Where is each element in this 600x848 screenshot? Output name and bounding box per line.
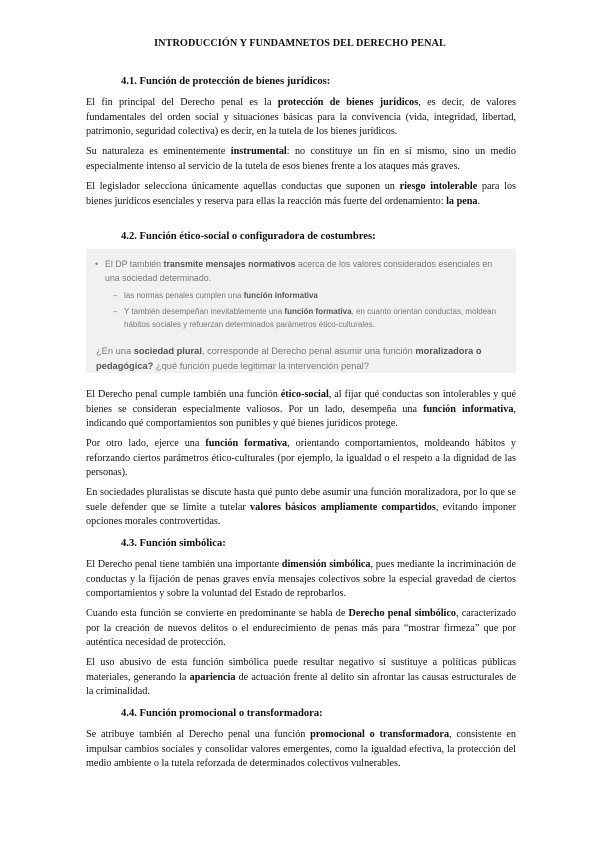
section-4-2-paragraph-3: En sociedades pluralistas se discute hasta qué punto debe asumir una función moralizadora, por lo que se suele defender que se limite a tutelar valores básicos ampliamente compartidos, evitando imponer opciones morales controvertidas. [86,487,516,527]
section-4-3-paragraph-2: Cuando esta función se convierte en predominante se habla de Derecho penal simbólico, caracterizado por la creación de nuevos delitos o el endurecimiento de penas más para “mostrar firmeza” que por auténtica necesidad de protección. [86,608,516,648]
bullet-icon: • [95,259,99,269]
slide-bullet: • El DP también transmite mensajes normativos acerca de los valores considerados esenciales en una sociedad determinado. [95,259,493,283]
section-4-4-paragraph-1: Se atribuye también al Derecho penal una función promocional o transformadora, consistente en impulsar cambios sociales y consolidar valores emergentes, como la igualdad efectiva, la protección del medio ambiente o la tutela reforzada de determinados colectivos vulnerables. [86,729,516,769]
section-4-1-heading: 4.1. Función de protección de bienes jurídicos: [121,76,331,87]
section-4-1-paragraph-1: El fin principal del Derecho penal es la protección de bienes jurídicos, es decir, de valores fundamentales del orden social y situaciones básicas para la convivencia (vida, integridad, libertad, patrimonio, seguridad colectiva) es decir, en la tutela de los bienes jurídicos. [86,97,516,137]
section-4-3-heading: 4.3. Función simbólica: [121,538,226,549]
section-4-1-paragraph-2: Su naturaleza es eminentemente instrumental: no constituye un fin en sí mismo, sino un medio especialmente intenso al servicio de la tutela de esos bienes frente a los ataques más graves. [86,146,516,172]
document-title: INTRODUCCIÓN Y FUNDAMNETOS DEL DERECHO PENAL [154,38,446,49]
section-4-2-paragraph-1: El Derecho penal cumple también una función ético-social, al fijar qué conductas son intolerables y qué bienes se consideran especialmente valiosos. Por un lado, desempeña una función informativa, indicando qué comportamientos son punibles y qué bienes jurídicos protege. [86,389,516,429]
section-4-2-paragraph-2: Por otro lado, ejerce una función formativa, orientando comportamientos, moldeando hábitos y reforzando ciertos parámetros ético-culturales (por ejemplo, la igualdad o el respeto a la dignidad de las personas). [86,438,516,478]
section-4-4-heading: 4.4. Función promocional o transformadora: [121,708,323,719]
section-4-3-paragraph-3: El uso abusivo de esta función simbólica puede resultar negativo si sustituye a políticas públicas materiales, generando la apariencia de actuación frente al delito sin afrontar las causas estructurales de la criminalidad. [86,657,516,697]
dash-icon: – [113,291,118,300]
slide-excerpt [86,249,516,373]
dash-icon: – [113,307,118,316]
section-4-2-heading: 4.2. Función ético-social o configuradora de costumbres: [121,231,376,242]
slide-subitem-1: – las normas penales cumplen una función informativa [113,291,318,300]
section-4-1-paragraph-3: El legislador selecciona únicamente aquellas conductas que suponen un riesgo intolerable para los bienes jurídicos esenciales y reserva para ellas la reacción más fuerte del ordenamiento: la pena. [86,181,517,207]
section-4-3-paragraph-1: El Derecho penal tiene también una importante dimensión simbólica, pues mediante la incriminación de conductas y la fijación de penas graves envía mensajes colectivos sobre la especial gravedad de ciertos comportamientos y sobre la voluntad del Estado de reprobarlos. [86,559,516,599]
slide-subitem-2: – Y también desempeñan inevitablemente una función formativa, en cuanto orientan conductas, moldean hábitos sociales y refuerzan determinados parámetros ético-culturales. [113,307,497,329]
slide-question: ¿En una sociedad plural, corresponde al Derecho penal asumir una función moralizadora o pedagógica? ¿qué función puede legitimar la intervención penal? [96,346,482,371]
